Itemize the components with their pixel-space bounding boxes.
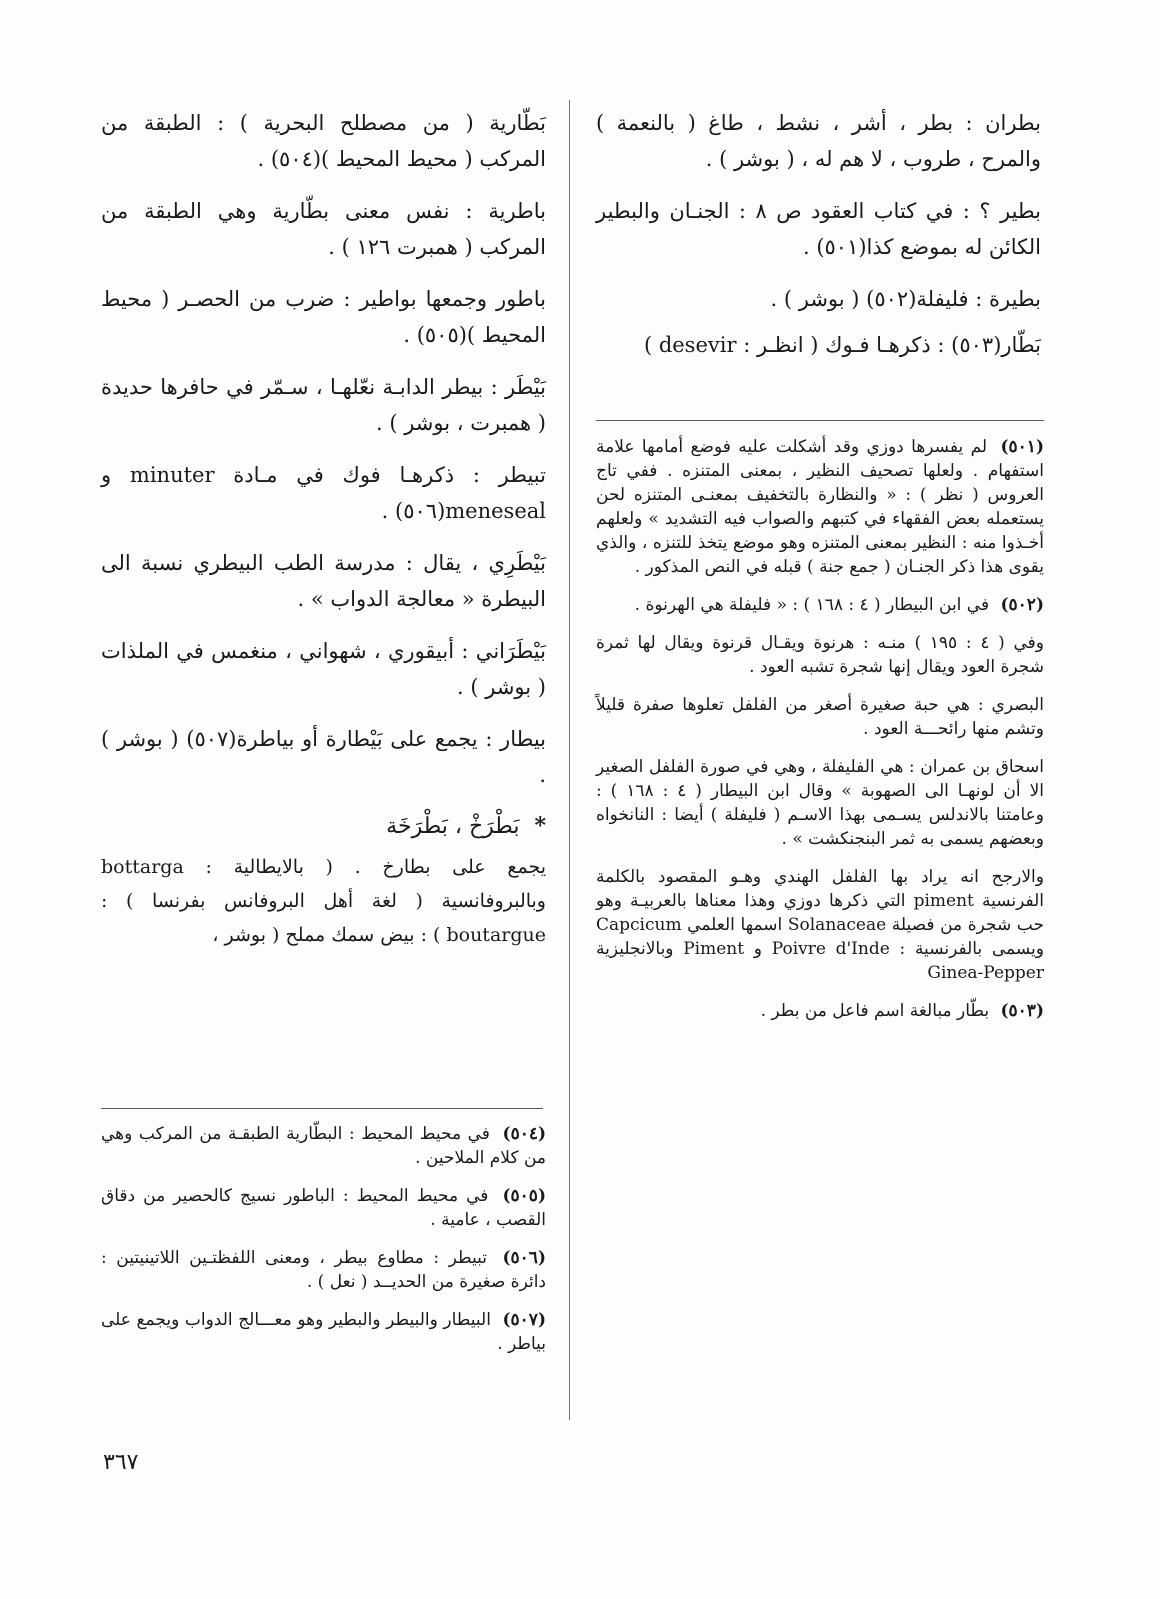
footnote-separator (101, 1108, 543, 1109)
footnote-paragraph: وفي ( ٤ : ١٩٥ ) منـه : هرنوة ويقـال قرنوة ويقال لها ثمرة شجرة العود ويقال إنها شجرة تشبه العود . (596, 633, 1044, 677)
footnote-number: (٥٠٢) (1000, 595, 1044, 615)
footnote-number: (٥٠٥) (502, 1186, 546, 1206)
section-heading-text: بَطْرَخْ ، بَطْرَخَة (386, 814, 520, 839)
dictionary-entry: باطور وجمعها بواطير : ضرب من الحصـر ( محيط المحيط )(٥٠٥) . (101, 287, 546, 347)
dictionary-entry: بطران : بطر ، أشر ، نشط ، طاغ ( بالنعمة ) والمرح ، طروب ، لا هم له ، ( بوشر ) . (596, 111, 1041, 171)
section-entry: يجمع على بطارخ . ( بالايطالية : bottarga وبالبروفانسية ( لغة أهل البروفانس بفرنسا ) : boutargue ) : بيض سمك مملح ( بوشر ، (101, 856, 546, 946)
footnote-paragraph: والارجح انه يراد بها الفلفل الهندي وهـو المقصود بالكلمة الفرنسية piment التي ذكرها دوزي وهذا معناها بالعربيـة وهو حب شجرة من فصيلة Solanaceae اسمها العلمي Capcicum ويسمى بالفرنسية : Poivre d'Inde و Piment وبالانجليزية Ginea-Pepper (596, 867, 1044, 983)
footnote-number: (٥٠١) (1000, 437, 1044, 457)
footnote (101, 1184, 546, 1232)
footnote-paragraph: اسحاق بن عمران : هي الفليفلة ، وهي في صورة الفلفل الصغير الا أن لونهـا الى الصهوبة » وقال ابن البيطار ( ٤ : ١٦٨ ) : وعامتنا بالاندلس يسـمى بهذا الاسـم ( فليفلة ) أيضا : النانخواه وبعضهم يسمى به ثمر البنجنكشت » . (596, 757, 1044, 849)
footnote-paragraph: البصري : هي حبة صغيرة أصغر من الفلفل تعلوها صفرة قليلاً وتشم منها رائحـــة العود . (596, 695, 1044, 739)
dictionary-entry: بَيْطَرِي ، يقال : مدرسة الطب البيطري نسبة الى البيطرة « معالجة الدواب » . (101, 551, 546, 611)
footnote-text: تبيطر : مطاوع بيطر ، ومعنى اللفظتـين اللاتينيتين : دائرة صغيرة من الحديــد ( نعل ) . (101, 1248, 546, 1292)
footnote-text: البيطار والبيطر والبطير وهو معـــالج الدواب ويجمع على بياطر . (101, 1310, 546, 1354)
footnote-separator (596, 420, 1044, 421)
footnote-text: في ابن البيطار ( ٤ : ١٦٨ ) : « فليفلة هي الهرنوة . (634, 595, 990, 615)
footnote-number: (٥٠٧) (502, 1310, 546, 1330)
dictionary-entry: بَطّارية ( من مصطلح البحرية ) : الطبقة من المركب ( محيط المحيط )(٥٠٤) . (101, 111, 546, 171)
footnote-text: في محيط المحيط : الباطور نسيج كالحصير من دقاق القصب ، عامية . (101, 1186, 546, 1230)
dictionary-entry: بيطار : يجمع على بَيْطارة أو بياطرة(٥٠٧) ( بوشر ) . (101, 727, 547, 787)
dictionary-entry: بَطّار(٥٠٣) : ذكرهـا فـوك ( انظـر : desevir ) (643, 333, 1041, 357)
dictionary-entry: بطيرة : فليفلة(٥٠٢) ( بوشر ) . (770, 287, 1041, 311)
right-footnotes (596, 435, 1044, 1037)
asterisk-marker: * (534, 813, 546, 839)
footnote (596, 999, 1044, 1023)
footnote-number: (٥٠٤) (502, 1124, 547, 1144)
footnote (596, 593, 1044, 617)
section-heading (101, 809, 546, 844)
footnote (596, 435, 1044, 579)
right-column (596, 105, 1041, 379)
page-number: ٣٦٧ (103, 1450, 139, 1475)
footnote-number: (٥٠٦) (502, 1248, 546, 1268)
dictionary-entry: بطير ؟ : في كتاب العقود ص ٨ : الجنـان والبطير الكائن له بموضع كذا(٥٠١) . (596, 199, 1041, 259)
dictionary-entry: باطرية : نفس معنى بطّارية وهي الطبقة من المركب ( همبرت ١٢٦ ) . (101, 199, 546, 259)
dictionary-entry: تبيطر : ذكرهـا فوك في مـادة minuter و meneseal(٥٠٦) . (101, 463, 546, 523)
footnote (101, 1122, 546, 1170)
left-column (101, 105, 546, 968)
footnote-text: لم يفسرها دوزي وقد أشكلت عليه فوضع أمامها علامة استفهام . ولعلها تصحيف النظير ، بمعنى المتنزه . ففي تاج العروس ( نظر ) : « والنظارة بالتخفيف بمعنـى المتنزه لحن يستعمله بعض الفقهاء في كتبهم والصواب فيه التشديد » ولعلهم أخـذوا منه : النظير بمعنى المتنزه وهو موضع يتخذ للتنزه ، والذي يقوى هذا ذكر الجنـان ( جمع جنة ) قبله في النص المذكور . (596, 437, 1044, 577)
footnote (101, 1308, 546, 1356)
footnote-text: في محيط المحيط : البطّارية الطبقـة من المركب وهي من كلام الملاحين . (101, 1124, 546, 1168)
left-footnotes (101, 1122, 546, 1370)
column-divider (569, 100, 570, 1420)
dictionary-entry: بَيْطَرَاني : أبيقوري ، شهواني ، منغمس في الملذات ( بوشر ) . (101, 639, 546, 699)
footnote-number: (٥٠٣) (1000, 1001, 1044, 1021)
dictionary-entry: بَيْطَر : بيطر الدابـة نعّلهـا ، سـمّر في حافرها حديدة ( همبرت ، بوشر ) . (101, 375, 546, 435)
footnote-text: بطّار مبالغة اسم فاعل من بطر . (760, 1001, 990, 1021)
footnote (101, 1246, 546, 1294)
